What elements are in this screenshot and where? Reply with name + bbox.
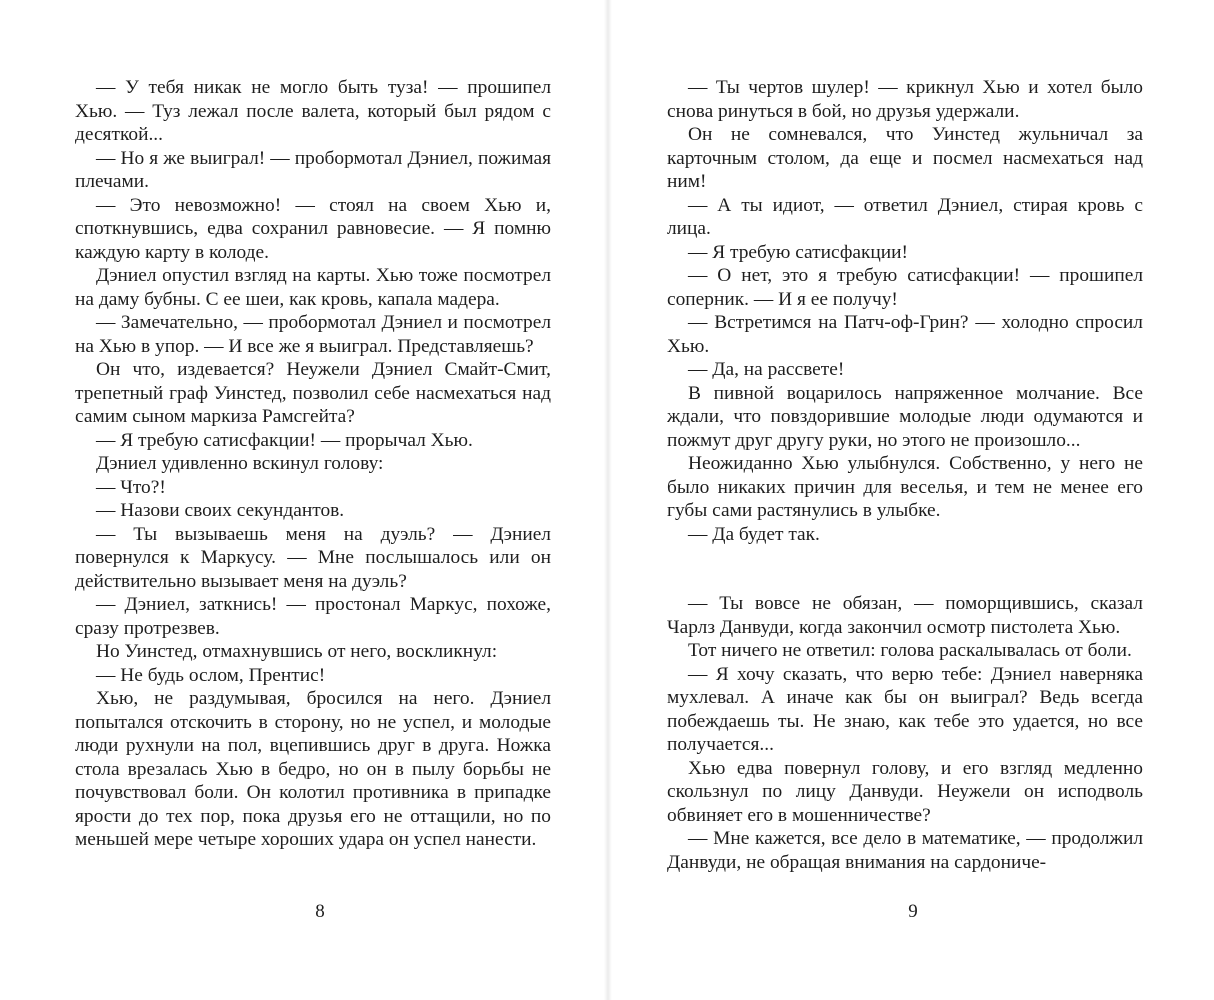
paragraph: — Я требую сатисфакции! — прорычал Хью.: [96, 429, 473, 451]
page-number: 9: [908, 901, 918, 922]
paragraph: — А ты идиот, — ответил Дэниел, стирая кровь с лица.: [667, 194, 1143, 239]
paragraph: Дэниел опустил взгляд на карты. Хью тоже посмотрел на даму бубны. С ее шеи, как кровь, капала мадера.: [75, 265, 551, 310]
right-page: [667, 76, 1143, 896]
paragraph: Тот ничего не ответил: голова раскалывалась от боли.: [688, 640, 1132, 661]
paragraph: Он что, издевается? Неужели Дэниел Смайт-Смит, трепетный граф Уинстед, позволил себе насмехаться над самим сыном маркиза Рамсгейта?: [75, 359, 551, 427]
paragraph: Неожиданно Хью улыбнулся. Собственно, у него не было никаких причин для веселья, и тем не менее его губы сами растянулись в улыбке.: [667, 453, 1143, 521]
paragraph: — Но я же выиграл! — пробормотал Дэниел, пожимая плечами.: [75, 147, 551, 192]
paragraph: Но Уинстед, отмахнувшись от него, воскликнул:: [96, 641, 498, 662]
paragraph: — Дэниел, заткнись! — простонал Маркус, похоже, сразу протрезвев.: [75, 594, 551, 639]
paragraph: — Назови своих секундантов.: [96, 500, 345, 521]
paragraph: — Замечательно, — пробормотал Дэниел и посмотрел на Хью в упор. — И все же я выиграл. Представляешь?: [75, 312, 551, 357]
paragraph: — Ты вовсе не обязан, — поморщившись, сказал Чарлз Данвуди, когда закончил осмотр пистолета Хью.: [667, 593, 1143, 638]
paragraph: — Это невозможно! — стоял на своем Хью и, споткнувшись, едва сохранил равновесие. — Я помню каждую карту в колоде.: [75, 194, 551, 263]
paragraph: Хью, не раздумывая, бросился на него. Дэниел попытался отскочить в сторону, но не успел, и молодые люди рухнули на пол, вцепившись друг в друга. Ножка стола врезалась Хью в бедро, но он в пылу борьбы не почувствовал боли. Он колотил противника в припадке ярости до тех пор, пока друзья его не оттащили, но по меньшей мере четыре хороших удара он успел нанести.: [75, 688, 551, 850]
paragraph: — Ты чертов шулер! — крикнул Хью и хотел было снова ринуться в бой, но друзья удержали.: [667, 77, 1143, 122]
paragraph: — Что?!: [96, 476, 166, 498]
paragraph: Дэниел удивленно вскинул голову:: [96, 453, 384, 474]
paragraph: — Встретимся на Патч-оф-Грин? — холодно спросил Хью.: [667, 312, 1143, 357]
paragraph: — У тебя никак не могло быть туза! — прошипел Хью. — Туз лежал после валета, который был рядом с десяткой...: [75, 77, 551, 145]
paragraph: Хью едва повернул голову, и его взгляд медленно скользнул по лицу Данвуди. Неужели он исподволь обвиняет его в мошенничестве?: [667, 757, 1143, 826]
book-gutter: [604, 0, 612, 1000]
paragraph: — Не будь ослом, Прентис!: [96, 664, 326, 686]
paragraph: В пивной воцарилось напряженное молчание. Все ждали, что повздорившие молодые люди одумаются и пожмут друг другу руки, но этого не произошло...: [667, 382, 1143, 451]
paragraph: Он не сомневался, что Уинстед жульничал за карточным столом, да еще и посмел насмехаться над ним!: [667, 124, 1143, 192]
paragraph: — Мне кажется, все дело в математике, — продолжил Данвуди, не обращая внимания на сардониче-: [667, 828, 1143, 873]
paragraph: — Я хочу сказать, что верю тебе: Дэниел наверняка мухлевал. А иначе как бы он выиграл? Ведь всегда побеждаешь ты. Не знаю, как тебе это удается, но все получается...: [667, 663, 1143, 755]
paragraph: — Да, на рассвете!: [688, 359, 845, 380]
paragraph: — О нет, это я требую сатисфакции! — прошипел соперник. — И я ее получу!: [667, 265, 1143, 310]
left-page: [75, 76, 551, 896]
paragraph: — Ты вызываешь меня на дуэль? — Дэниел повернулся к Маркусу. — Мне послышалось или он действительно вызывает меня на дуэль?: [75, 523, 551, 592]
page-number: 8: [315, 901, 325, 922]
paragraph: — Я требую сатисфакции!: [688, 241, 909, 263]
paragraph: — Да будет так.: [688, 523, 820, 545]
